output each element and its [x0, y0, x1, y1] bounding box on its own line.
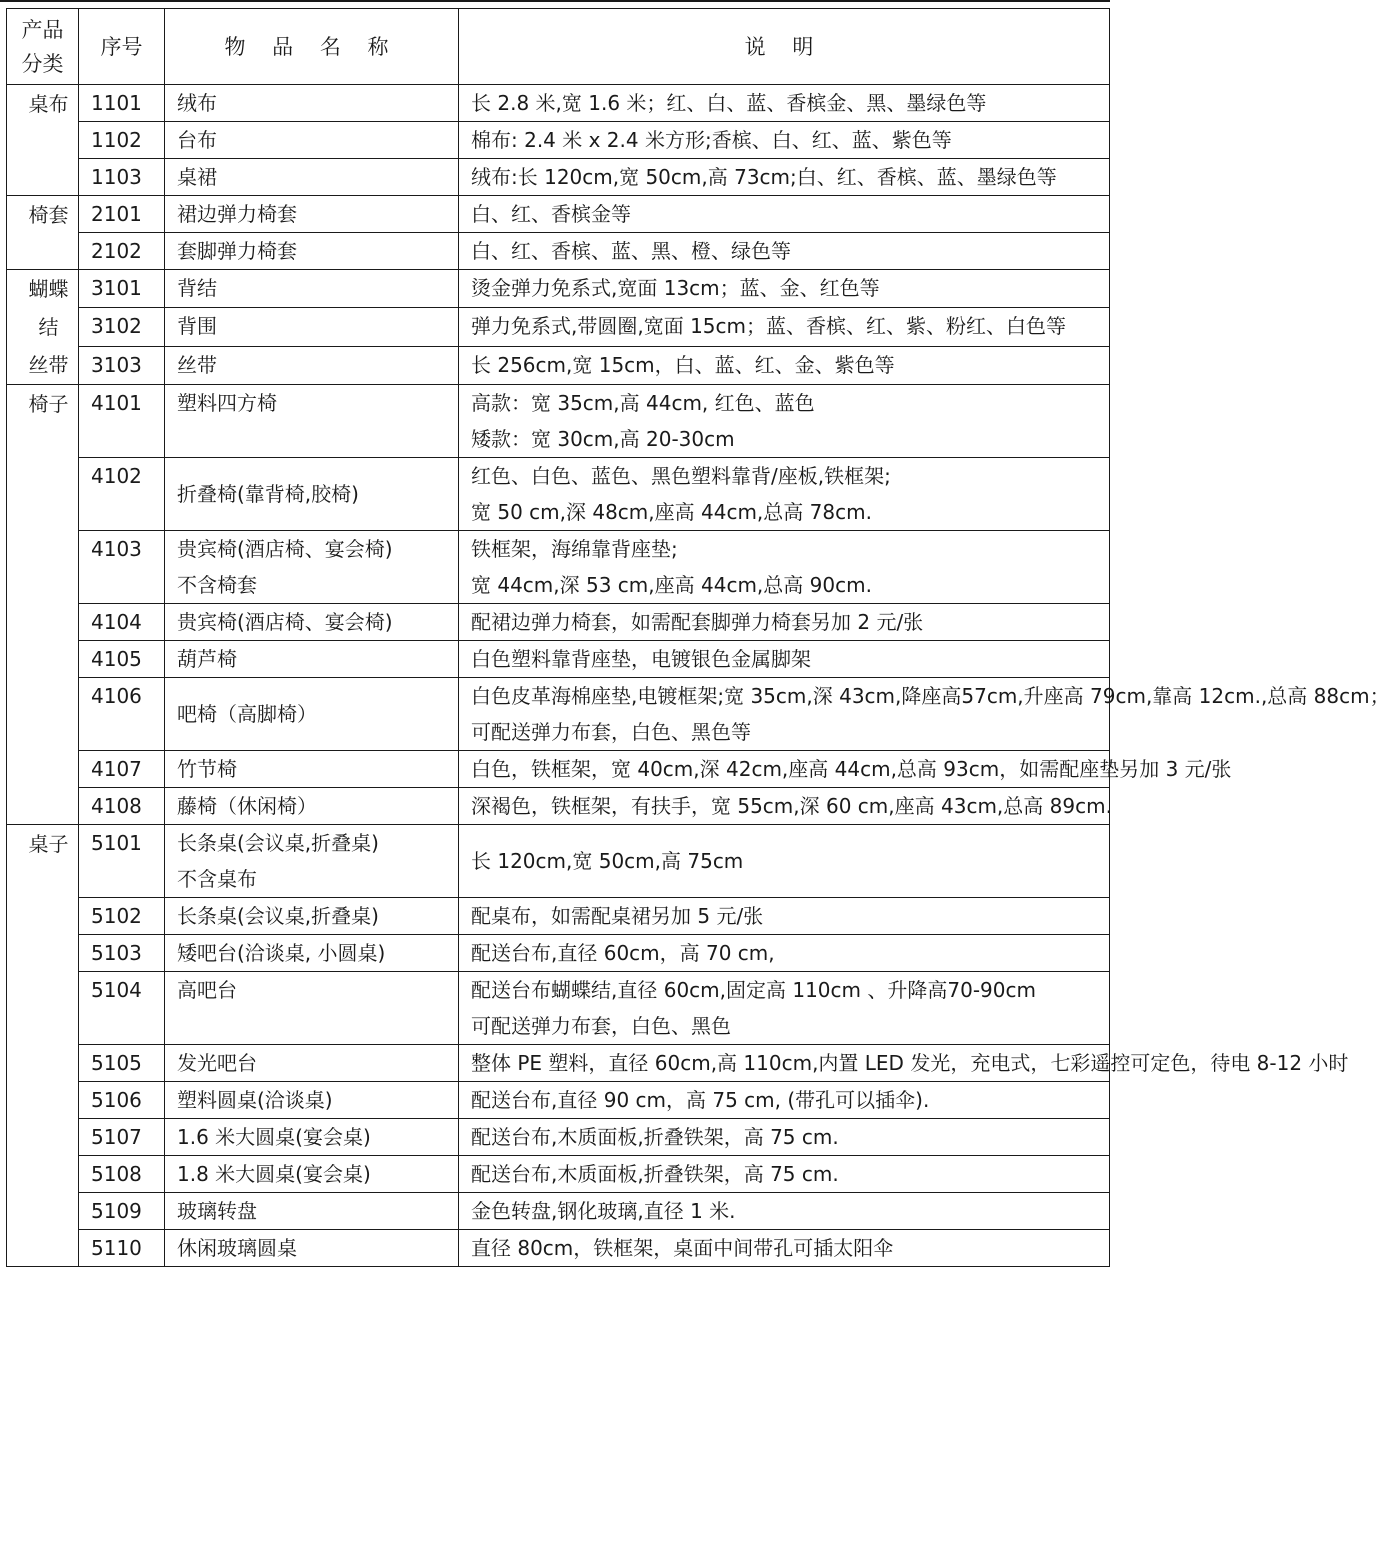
item-description-line: 白、红、香槟、蓝、黑、橙、绿色等	[471, 239, 791, 263]
item-description	[459, 458, 1110, 531]
category-line: 丝带	[28, 353, 69, 377]
item-number: 5101	[79, 825, 165, 898]
item-description	[459, 346, 1110, 384]
table-row	[7, 972, 1110, 1045]
item-number: 5107	[79, 1119, 165, 1156]
top-rule	[0, 0, 1110, 2]
item-description-line: 配裙边弹力椅套，如需配套脚弹力椅套另加 2 元/张	[471, 610, 924, 634]
item-description-line: 宽 44cm,深 53 cm,座高 44cm,总高 90cm.	[471, 573, 872, 597]
item-number: 5104	[79, 972, 165, 1045]
item-description-line: 棉布: 2.4 米 x 2.4 米方形;香槟、白、红、蓝、紫色等	[471, 128, 952, 152]
item-name	[165, 1230, 459, 1267]
item-description-line: 绒布:长 120cm,宽 50cm,高 73cm;白、红、香槟、蓝、墨绿色等	[471, 165, 1057, 189]
item-description-line: 白色，铁框架，宽 40cm,深 42cm,座高 44cm,总高 93cm，如需配座垫另加 3 元/张	[471, 757, 1232, 781]
item-description-line: 矮款：宽 30cm,高 20-30cm	[471, 427, 735, 451]
table-row	[7, 1230, 1110, 1267]
item-description	[459, 678, 1390, 751]
item-description	[459, 898, 1110, 935]
item-name	[165, 1156, 459, 1193]
item-number: 4108	[79, 788, 165, 825]
item-name	[165, 85, 459, 122]
table-row	[7, 270, 1110, 308]
item-description	[459, 270, 1110, 308]
table-row	[7, 122, 1110, 159]
category-label: 椅子	[28, 392, 69, 416]
item-description-line: 白色皮革海棉座垫,电镀框架;宽 35cm,深 43cm,降座高57cm,升座高 79cm,靠高 12cm.,总高 88cm；	[471, 684, 1390, 708]
table-row	[7, 346, 1110, 384]
item-description	[459, 1045, 1349, 1082]
item-name-line: 高吧台	[177, 978, 237, 1002]
item-name-line: 贵宾椅(酒店椅、宴会椅)	[177, 610, 393, 634]
item-description	[459, 1156, 1110, 1193]
item-number: 4107	[79, 751, 165, 788]
item-description	[459, 159, 1110, 196]
item-name-line: 藤椅（休闲椅）	[177, 794, 317, 818]
item-name	[165, 825, 459, 898]
item-name	[165, 641, 459, 678]
item-name-line: 台布	[177, 128, 217, 152]
item-name	[165, 233, 459, 270]
item-name-line: 葫芦椅	[177, 647, 237, 671]
table-row	[7, 385, 1110, 458]
item-description-line: 宽 50 cm,深 48cm,座高 44cm,总高 78cm.	[471, 500, 872, 524]
item-description	[459, 935, 1110, 972]
item-description-line: 可配送弹力布套，白色、黑色等	[471, 720, 751, 744]
item-name	[165, 1119, 459, 1156]
item-description-line: 金色转盘,钢化玻璃,直径 1 米.	[471, 1199, 736, 1223]
item-description	[459, 972, 1110, 1045]
item-number: 5110	[79, 1230, 165, 1267]
item-description-line: 配送台布蝴蝶结,直径 60cm,固定高 110cm 、升降高70-90cm	[471, 978, 1036, 1002]
table-row	[7, 159, 1110, 196]
table-row	[7, 898, 1110, 935]
item-number: 4101	[79, 385, 165, 458]
item-name-line: 休闲玻璃圆桌	[177, 1236, 297, 1260]
item-name	[165, 122, 459, 159]
item-description	[459, 531, 1110, 604]
table-row	[7, 233, 1110, 270]
table-row	[7, 1082, 1110, 1119]
item-number: 3103	[79, 346, 165, 384]
item-description	[459, 604, 1110, 641]
item-description	[459, 233, 1110, 270]
item-name	[165, 788, 459, 825]
item-description-line: 配桌布，如需配桌裙另加 5 元/张	[471, 904, 764, 928]
table-row	[7, 604, 1110, 641]
item-name-line: 1.8 米大圆桌(宴会桌)	[177, 1162, 371, 1186]
item-description-line: 烫金弹力免系式,宽面 13cm；蓝、金、红色等	[471, 276, 880, 300]
item-description-line: 配送台布,直径 60cm，高 70 cm,	[471, 941, 775, 965]
item-description	[459, 751, 1232, 788]
item-description	[459, 85, 1110, 122]
item-description-line: 长 256cm,宽 15cm，白、蓝、红、金、紫色等	[471, 352, 895, 377]
table-row	[7, 788, 1110, 825]
item-name-line: 背结	[177, 276, 217, 300]
item-number: 3101	[79, 270, 165, 308]
header-name: 物 品 名 称	[165, 9, 459, 85]
item-number: 1101	[79, 85, 165, 122]
item-number: 3102	[79, 308, 165, 346]
item-name-line: 吧椅（高脚椅）	[177, 702, 317, 726]
item-description	[459, 1082, 1110, 1119]
item-description-line: 白、红、香槟金等	[471, 202, 631, 226]
item-name	[165, 458, 459, 531]
item-number: 5105	[79, 1045, 165, 1082]
item-number: 4104	[79, 604, 165, 641]
item-description-line: 白色塑料靠背座垫，电镀银色金属脚架	[471, 647, 811, 671]
item-name	[165, 1082, 459, 1119]
item-description-line: 配送台布,直径 90 cm，高 75 cm, (带孔可以插伞).	[471, 1088, 930, 1112]
product-catalog-table	[6, 8, 1390, 1267]
item-name	[165, 159, 459, 196]
item-number: 1103	[79, 159, 165, 196]
item-name-line: 不含桌布	[177, 867, 257, 891]
item-name	[165, 385, 459, 458]
item-name-line: 绒布	[177, 91, 217, 115]
item-name-line: 贵宾椅(酒店椅、宴会椅)	[177, 537, 393, 561]
catalog-body	[7, 85, 1390, 1267]
item-description-line: 长 120cm,宽 50cm,高 75cm	[471, 849, 744, 873]
table-row	[7, 1156, 1110, 1193]
category-cell	[7, 385, 79, 825]
item-number: 2102	[79, 233, 165, 270]
item-name	[165, 898, 459, 935]
item-description-line: 直径 80cm，铁框架，桌面中间带孔可插太阳伞	[471, 1236, 894, 1260]
item-number: 5106	[79, 1082, 165, 1119]
item-name	[165, 531, 459, 604]
item-name	[165, 751, 459, 788]
item-name-line: 桌裙	[177, 165, 217, 189]
item-name-line: 长条桌(会议桌,折叠桌)	[177, 831, 379, 855]
item-description	[459, 825, 1110, 898]
item-description-line: 长 2.8 米,宽 1.6 米；红、白、蓝、香槟金、黑、墨绿色等	[471, 91, 987, 115]
category-cell	[7, 825, 79, 1267]
item-description-line: 可配送弹力布套，白色、黑色	[471, 1014, 731, 1038]
table-row	[7, 1193, 1110, 1230]
item-description-line: 铁框架，海绵靠背座垫;	[471, 537, 678, 561]
item-description	[459, 122, 1110, 159]
category-label: 桌布	[28, 92, 69, 116]
item-name-line: 矮吧台(洽谈桌, 小圆桌)	[177, 941, 386, 965]
item-name-line: 竹节椅	[177, 757, 237, 781]
item-name	[165, 604, 459, 641]
item-name-line: 丝带	[177, 352, 217, 377]
category-label: 桌子	[28, 832, 69, 856]
item-number: 5109	[79, 1193, 165, 1230]
item-description-line: 深褐色，铁框架，有扶手，宽 55cm,深 60 cm,座高 43cm,总高 89cm.	[471, 794, 1112, 818]
category-line: 蝴蝶	[28, 277, 69, 301]
item-name-line: 塑料圆桌(洽谈桌)	[177, 1088, 333, 1112]
category-cell	[7, 85, 79, 196]
header-number: 序号	[79, 9, 165, 85]
category-cell	[7, 270, 79, 385]
item-description-line: 整体 PE 塑料，直径 60cm,高 110cm,内置 LED 发光，充电式，七彩遥控可定色，待电 8-12 小时	[471, 1051, 1349, 1075]
item-name-line: 套脚弹力椅套	[177, 239, 297, 263]
item-name	[165, 1045, 459, 1082]
header-description: 说 明	[459, 9, 1110, 85]
table-row	[7, 85, 1110, 122]
item-name-line: 1.6 米大圆桌(宴会桌)	[177, 1125, 371, 1149]
table-row	[7, 935, 1110, 972]
item-number: 4102	[79, 458, 165, 531]
table-row	[7, 1045, 1110, 1082]
item-name	[165, 270, 459, 308]
header-category: 产品 分类	[7, 9, 79, 85]
item-number: 5108	[79, 1156, 165, 1193]
item-description	[459, 1193, 1110, 1230]
item-number: 5102	[79, 898, 165, 935]
item-name	[165, 346, 459, 384]
table-row	[7, 458, 1110, 531]
item-description	[459, 1230, 1110, 1267]
item-name-line: 折叠椅(靠背椅,胶椅)	[177, 482, 359, 506]
item-name-line: 塑料四方椅	[177, 391, 277, 415]
item-description	[459, 641, 1110, 678]
item-description	[459, 308, 1110, 346]
table-row	[7, 1119, 1110, 1156]
table-row	[7, 308, 1110, 346]
item-description-line: 配送台布,木质面板,折叠铁架，高 75 cm.	[471, 1125, 839, 1149]
item-name-line: 不含椅套	[177, 573, 257, 597]
item-description	[459, 788, 1110, 825]
item-description-line: 配送台布,木质面板,折叠铁架，高 75 cm.	[471, 1162, 839, 1186]
item-description-line: 高款：宽 35cm,高 44cm, 红色、蓝色	[471, 391, 815, 415]
table-row	[7, 825, 1110, 898]
item-number: 4105	[79, 641, 165, 678]
item-number: 2101	[79, 196, 165, 233]
item-description	[459, 196, 1110, 233]
item-number: 5103	[79, 935, 165, 972]
item-number: 4103	[79, 531, 165, 604]
item-name	[165, 935, 459, 972]
category-cell	[7, 196, 79, 270]
item-name	[165, 196, 459, 233]
item-name-line: 发光吧台	[177, 1051, 257, 1075]
item-name	[165, 308, 459, 346]
table-row	[7, 196, 1110, 233]
item-description	[459, 385, 1110, 458]
header-row	[7, 9, 1110, 85]
item-number: 1102	[79, 122, 165, 159]
item-name	[165, 678, 459, 751]
table-row	[7, 678, 1110, 751]
item-description-line: 红色、白色、蓝色、黑色塑料靠背/座板,铁框架;	[471, 464, 891, 488]
item-description	[459, 1119, 1110, 1156]
item-number: 4106	[79, 678, 165, 751]
item-description-line: 弹力免系式,带圆圈,宽面 15cm；蓝、香槟、红、紫、粉红、白色等	[471, 314, 1066, 339]
item-name-line: 背围	[177, 314, 217, 339]
category-label: 椅套	[28, 203, 69, 227]
item-name	[165, 1193, 459, 1230]
table-row	[7, 641, 1110, 678]
item-name-line: 长条桌(会议桌,折叠桌)	[177, 904, 379, 928]
table-row	[7, 751, 1110, 788]
table-row	[7, 531, 1110, 604]
category-line: 结	[38, 315, 59, 339]
item-name-line: 裙边弹力椅套	[177, 202, 297, 226]
item-name-line: 玻璃转盘	[177, 1199, 257, 1223]
item-name	[165, 972, 459, 1045]
